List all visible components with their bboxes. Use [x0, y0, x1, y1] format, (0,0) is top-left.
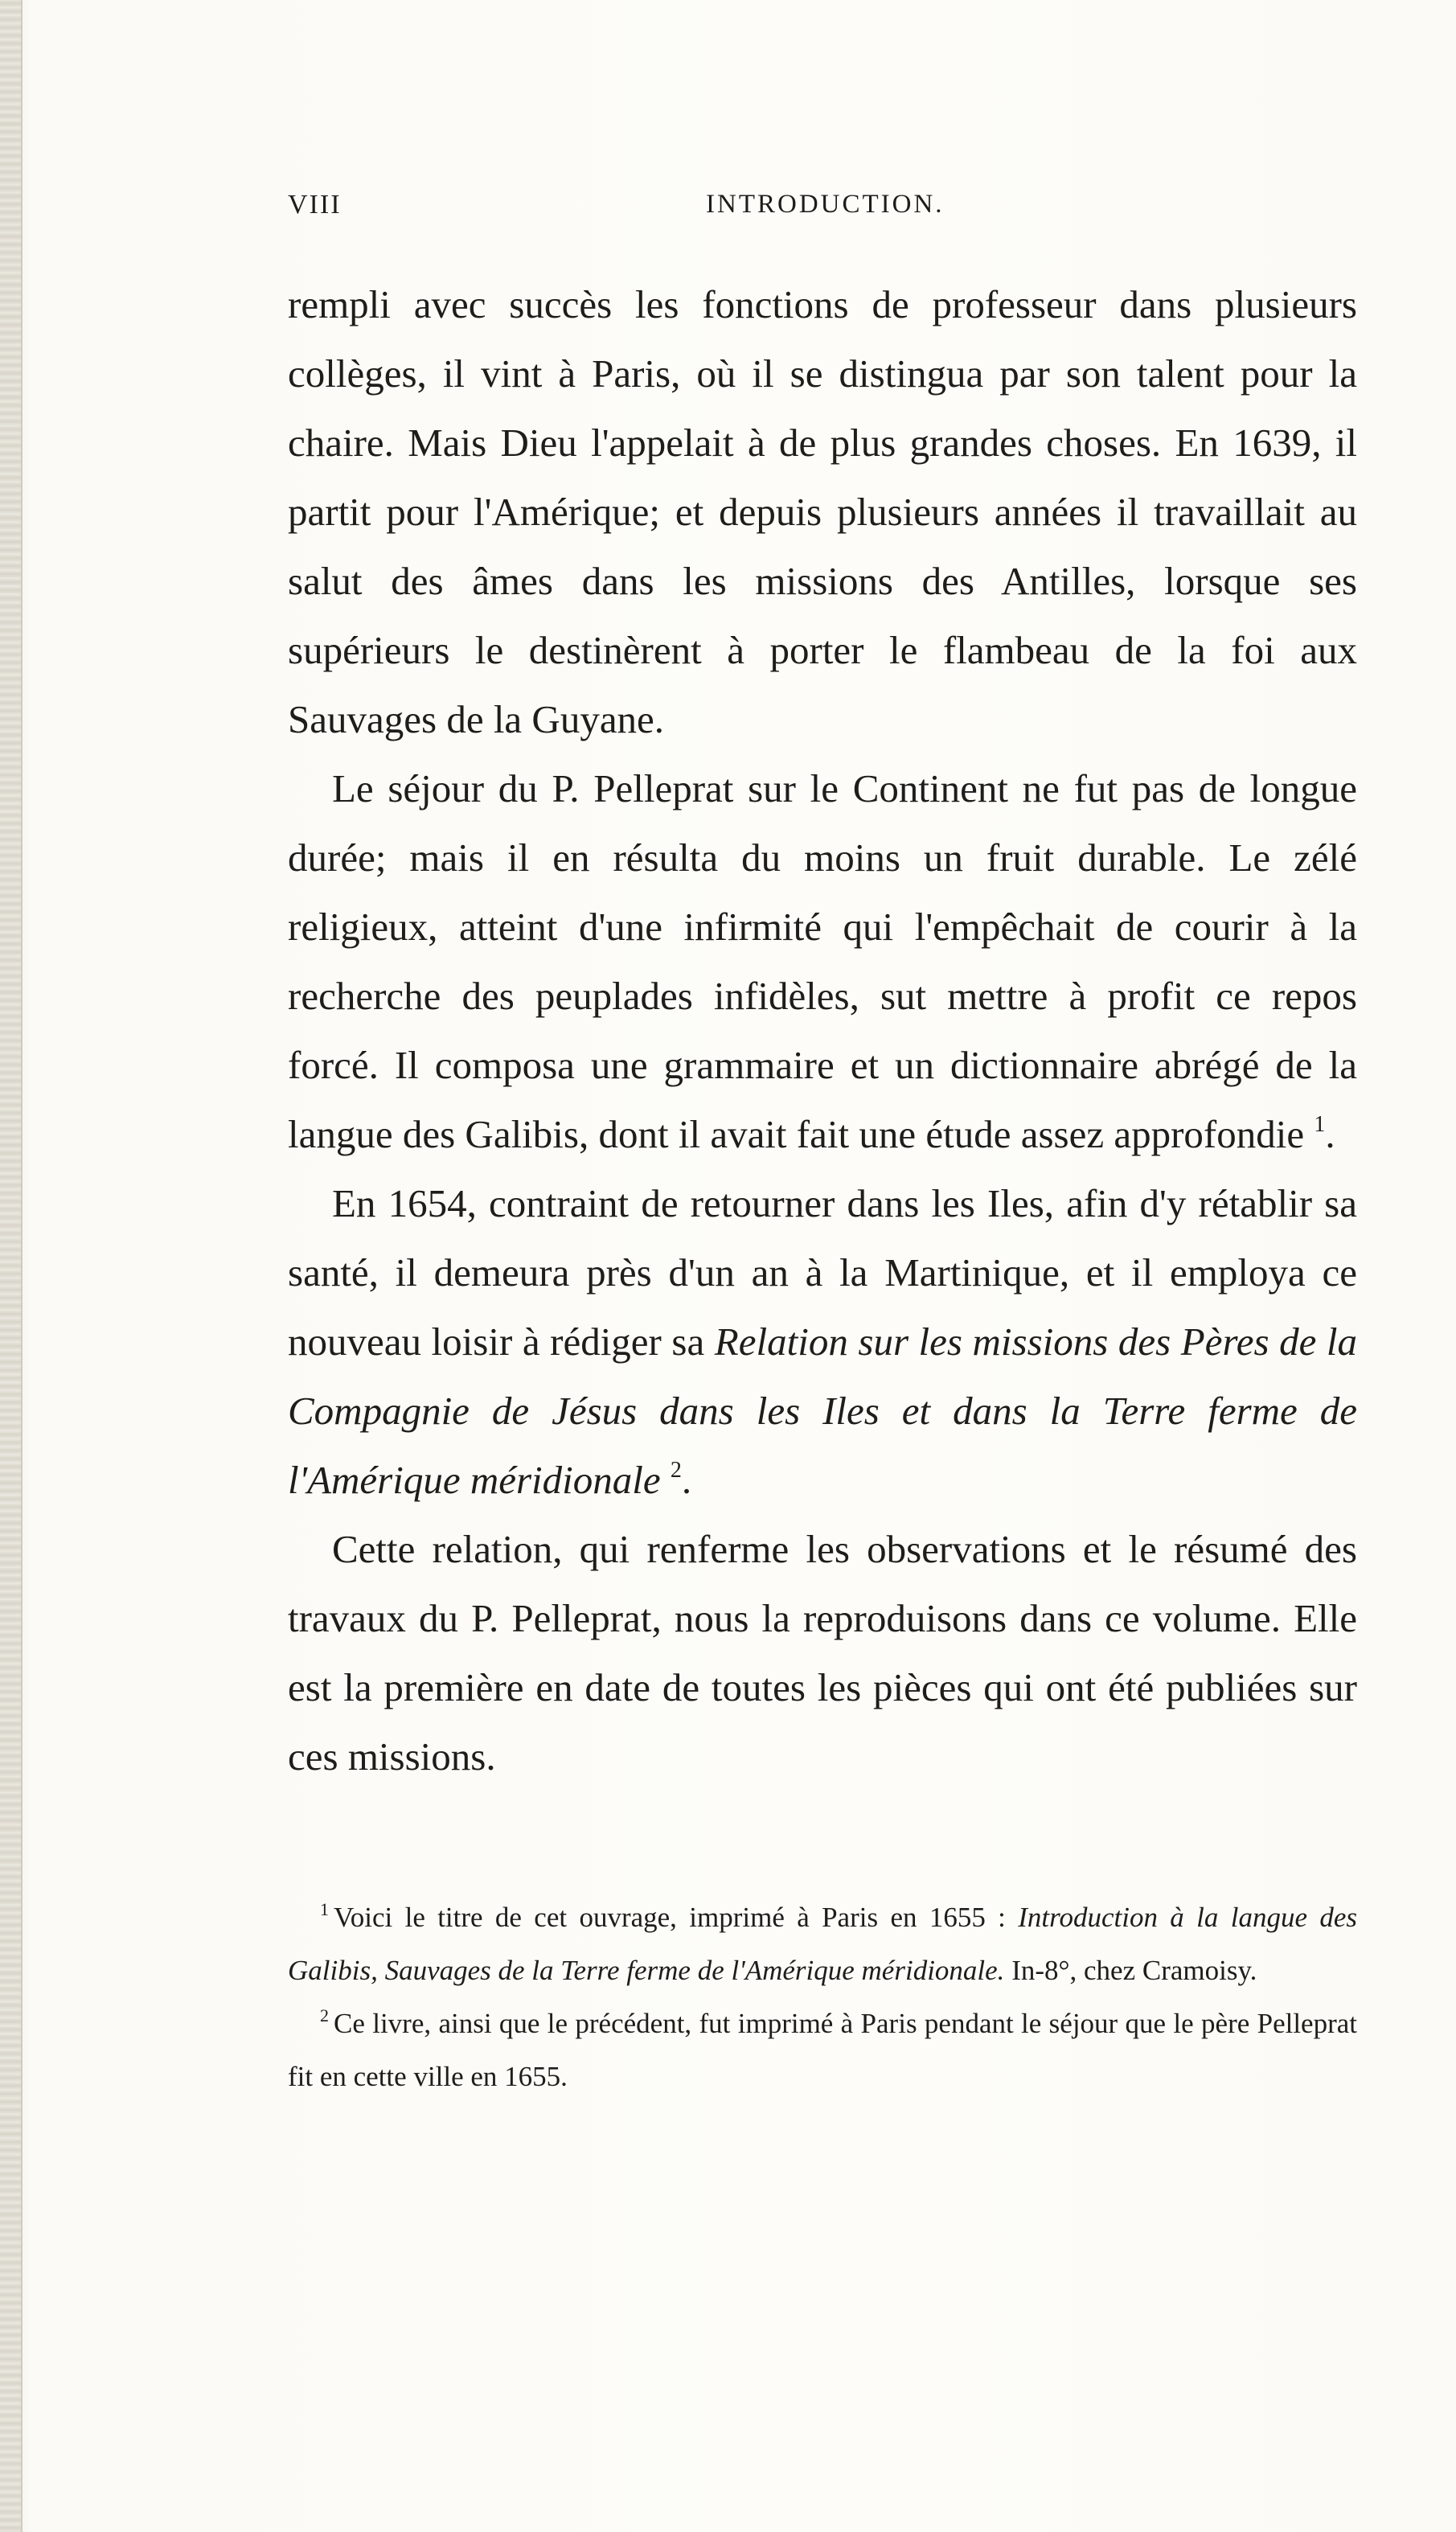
footnote-1-text: Voici le titre de cet ouvrage, imprimé à Paris en 1655 : [334, 1902, 1019, 1933]
footnote-1 [288, 1891, 1357, 1997]
footnote-1-title: Introduction à la langue des Galibis, Sauvages de la Terre ferme de l'Amérique méridionale. [288, 1902, 1357, 1986]
footnote-1-end: In-8°, chez Cramoisy. [1004, 1955, 1257, 1986]
paragraph-4: Cette relation, qui renferme les observations et le résumé des travaux du P. Pelleprat, nous la reproduisons dans ce volume. Elle est la première en date de toutes les pièces qui ont été publiées sur ces missions. [288, 1527, 1357, 1779]
footnote-ref-2: 2 [670, 1458, 682, 1483]
page-header [288, 190, 1357, 230]
main-text [288, 270, 1357, 1791]
paragraph-2-end: . [1325, 1112, 1335, 1156]
paragraph-2 [288, 754, 1357, 1169]
paragraph-1: rempli avec succès les fonctions de professeur dans plusieurs collèges, il vint à Paris, où il se distingua par son talent pour la chaire. Mais Dieu l'appelait à de plus grandes choses. En 1639, il partit pour l'Amérique; et depuis plusieurs années il travaillait au salut des âmes dans les missions des Antilles, lorsque ses supérieurs le destinèrent à porter le flambeau de la foi aux Sauvages de la Guyane. [288, 282, 1357, 741]
page-number: VIII [288, 190, 342, 220]
page-binding-edge [0, 0, 23, 2532]
footnote-2-mark: 2 [320, 2005, 329, 2025]
relation-title: Relation sur les missions des Pères de la Compagnie de Jésus dans les Iles et dans la Terre ferme de l'Amérique méridionale [288, 1319, 1357, 1502]
footnotes [288, 1891, 1357, 2103]
footnote-ref-1: 1 [1314, 1112, 1326, 1137]
footnote-2-text: Ce livre, ainsi que le précédent, fut imprimé à Paris pendant le séjour que le père Pelleprat fit en cette ville en 1655. [288, 2008, 1357, 2092]
running-title: INTRODUCTION. [706, 190, 945, 219]
paragraph-3-text: En 1654, contraint de retourner dans les Iles, afin d'y rétablir sa santé, il demeura près d'un an à la Martinique, et il employa ce nouveau loisir à rédiger sa [288, 1181, 1357, 1364]
paragraph-3 [288, 1169, 1357, 1515]
footnote-1-mark: 1 [320, 1899, 329, 1919]
paragraph-3-end: . [681, 1458, 692, 1502]
footnote-2 [288, 1997, 1357, 2103]
paragraph-2-text: Le séjour du P. Pelleprat sur le Continent ne fut pas de longue durée; mais il en résulta du moins un fruit durable. Le zélé religieux, atteint d'une infirmité qui l'empêchait de courir à la recherche des peuplades infidèles, sut mettre à profit ce repos forcé. Il composa une grammaire et un dictionnaire abrégé de la langue des Galibis, dont il avait fait une étude assez approfondie [288, 766, 1357, 1156]
